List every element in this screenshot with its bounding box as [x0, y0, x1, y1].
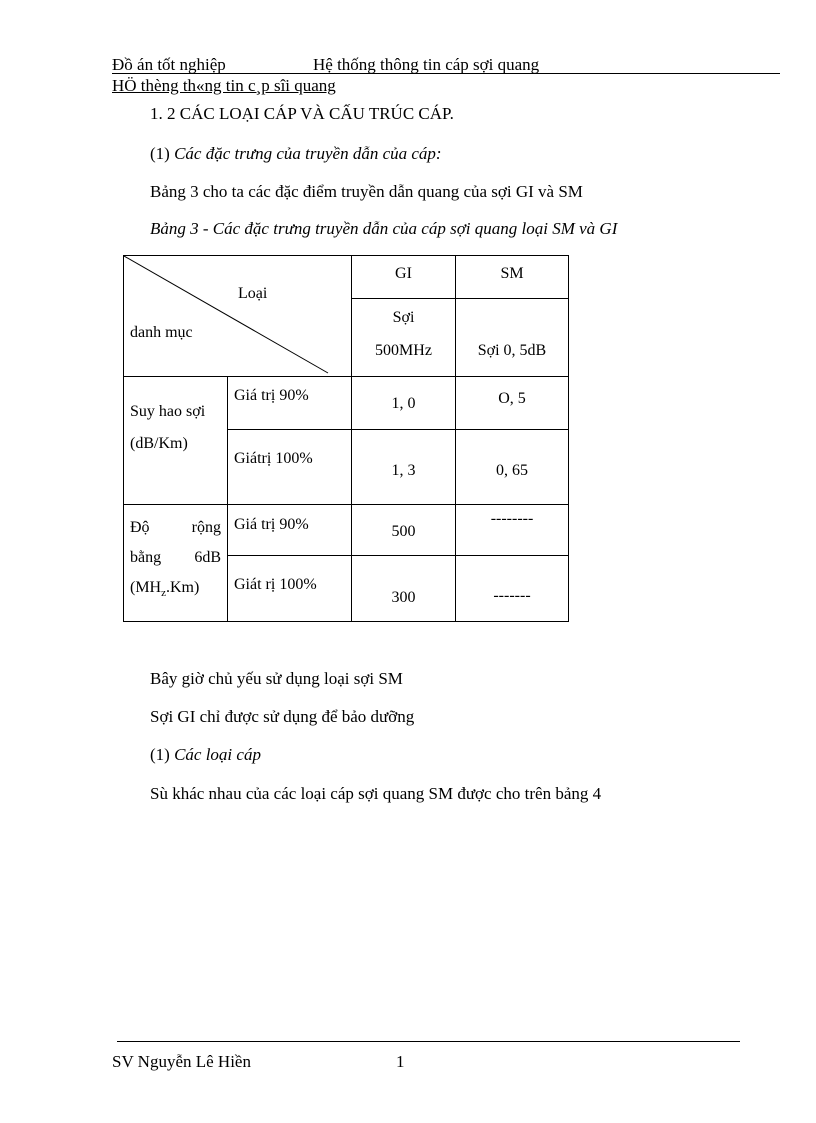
item-1-heading: [150, 145, 442, 162]
item-2-heading: [150, 746, 261, 763]
cell-sm: 0, 65: [456, 430, 569, 505]
header-left: Đồ án tốt nghiệp: [112, 55, 226, 74]
spec-table: [123, 255, 569, 622]
section-heading: 1. 2 CÁC LOẠI CÁP VÀ CẤU TRÚC CÁP.: [150, 104, 454, 123]
paragraph-cable-types: Sù khác nhau của các loại cáp sợi quang SM được cho trên bảng 4: [150, 784, 602, 803]
cell-gi: 300: [352, 556, 456, 622]
header-garbled-line: HÖ thèng th«ng tin c¸p sîi quang: [112, 76, 336, 95]
intro-paragraph: Bảng 3 cho ta các đặc điểm truyền dẫn quang của sợi GI và SM: [150, 182, 583, 201]
col-header-gi: GI: [352, 256, 456, 299]
row-group-bandwidth: Độ rộng bằng 6dB $(MH_z.Km)$: [124, 505, 228, 622]
cell-sm: --------: [456, 505, 569, 556]
corner-label-danh-muc: danh mục: [130, 324, 193, 341]
footer-rule: [117, 1041, 740, 1042]
sm-subheader: Sợi 0, 5dB: [456, 299, 569, 377]
corner-label-loai: Loại: [238, 285, 268, 302]
row-group-attenuation: Suy hao sợi (dB/Km): [124, 377, 228, 505]
paragraph-gi-usage: Sợi GI chỉ được sử dụng để bảo dưỡng: [150, 707, 415, 726]
cell-sm: -------: [456, 556, 569, 622]
row-label: Giátrị 100%: [228, 430, 352, 505]
gi-subheader: Sợi 500MHz: [352, 299, 456, 377]
header-rule: [112, 73, 780, 74]
cell-gi: 500: [352, 505, 456, 556]
bandwidth-unit: $(MH_z.Km)$: [130, 579, 200, 600]
row-label: Giá trị 90%: [228, 505, 352, 556]
item-2-prefix: (1): [150, 745, 170, 764]
col-header-sm: SM: [456, 256, 569, 299]
item-2-title: Các loại cáp: [174, 745, 261, 764]
cell-sm: O, 5: [456, 377, 569, 430]
cell-gi: 1, 0: [352, 377, 456, 430]
header-title: Hệ thống thông tin cáp sợi quang: [313, 55, 540, 74]
table-caption: Bảng 3 - Các đặc trưng truyền dẫn của cáp sợi quang loại SM và GI: [150, 219, 618, 238]
cell-gi: 1, 3: [352, 430, 456, 505]
diagonal-line: [124, 256, 352, 376]
table-corner-cell: [124, 256, 352, 377]
item-1-prefix: (1): [150, 144, 170, 163]
row-label: Giát rị 100%: [228, 556, 352, 622]
row-label: Giá trị 90%: [228, 377, 352, 430]
paragraph-sm-usage: Bây giờ chủ yếu sử dụng loại sợi SM: [150, 669, 403, 688]
footer-author: SV Nguyễn Lê Hiền: [112, 1052, 251, 1071]
item-1-title: Các đặc trưng của truyền dẫn của cáp:: [174, 144, 442, 163]
page-number: 1: [396, 1052, 405, 1071]
